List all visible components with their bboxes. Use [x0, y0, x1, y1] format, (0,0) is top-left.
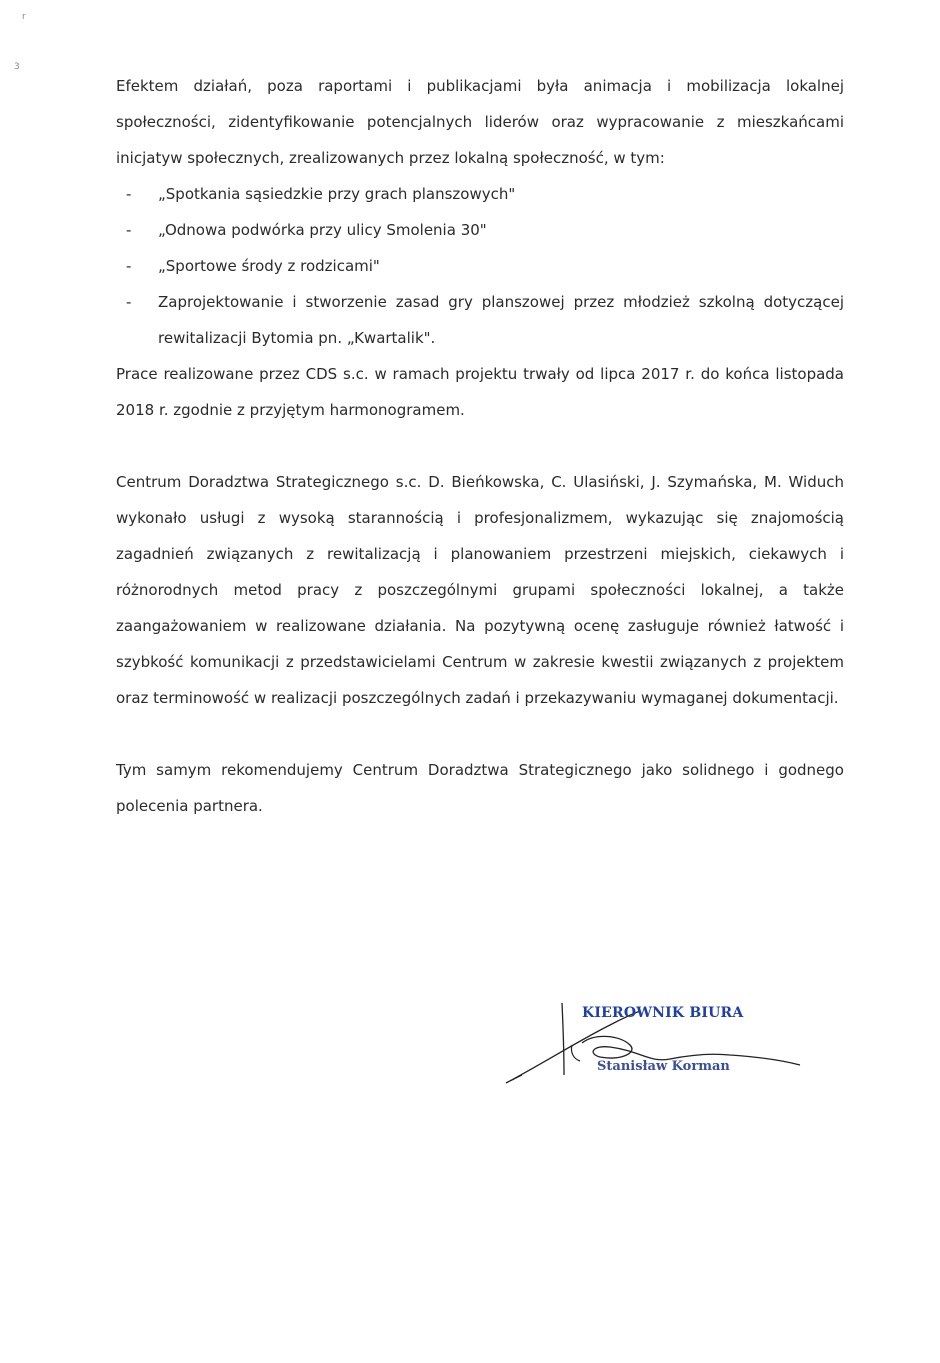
list-item [116, 176, 844, 212]
paragraph-timeline: Prace realizowane przez CDS s.c. w ramach projektu trwały od lipca 2017 r. do końca listopada 2018 r. zgodnie z przyjętym harmonogramem. [116, 365, 844, 419]
page-mark-top: r [22, 12, 26, 22]
list-dash: - [126, 293, 132, 311]
stamp-name: Stanisław Korman [597, 1059, 730, 1074]
list-item-text: „Spotkania sąsiedzkie przy grach planszowych" [158, 185, 516, 203]
list-item [116, 248, 844, 284]
paragraph-recommendation: Tym samym rekomendujemy Centrum Doradztwa Strategicznego jako solidnego i godnego polecenia partnera. [116, 761, 844, 815]
list-item-text: „Sportowe środy z rodzicami" [158, 257, 380, 275]
list-dash: - [126, 257, 132, 275]
list-dash: - [126, 221, 132, 239]
list-item-text: „Odnowa podwórka przy ulicy Smolenia 30" [158, 221, 487, 239]
paragraph-effects: Efektem działań, poza raportami i publikacjami była animacja i mobilizacja lokalnej społeczności, zidentyfikowanie potencjalnych liderów oraz wypracowanie z mieszkańcami inicjatyw społecznych, zrealizowanych przez lokalną społeczność, w tym: [116, 77, 844, 167]
signature-block [500, 995, 810, 1095]
paragraph-gap [116, 716, 844, 752]
page-mark-margin: 3 [14, 62, 20, 72]
list-item-text: Zaprojektowanie i stworzenie zasad gry planszowej przez młodzież szkolną dotyczącej rewitalizacji Bytomia pn. „Kwartalik". [158, 293, 844, 347]
paragraph-assessment: Centrum Doradztwa Strategicznego s.c. D. Bieńkowska, C. Ulasiński, J. Szymańska, M. Widuch wykonało usługi z wysoką starannością i profesjonalizmem, wykazując się znajomością zagadnień związanych z rewitalizacją i planowaniem przestrzeni miejskich, ciekawych i różnorodnych metod pracy z poszczególnymi grupami społeczności lokalnej, a także zaangażowaniem w realizowane działania. Na pozytywną ocenę zasługuje również łatwość i szybkość komunikacji z przedstawicielami Centrum w zakresie kwestii związanych z projektem oraz terminowość w realizacji poszczególnych zadań i przekazywaniu wymaganej dokumentacji. [116, 473, 844, 707]
initiatives-list [116, 176, 844, 356]
list-item [116, 284, 844, 356]
list-dash: - [126, 185, 132, 203]
letter-body [116, 68, 844, 824]
list-item [116, 212, 844, 248]
stamp-title: KIEROWNIK BIURA [582, 1005, 744, 1021]
paragraph-gap [116, 428, 844, 464]
